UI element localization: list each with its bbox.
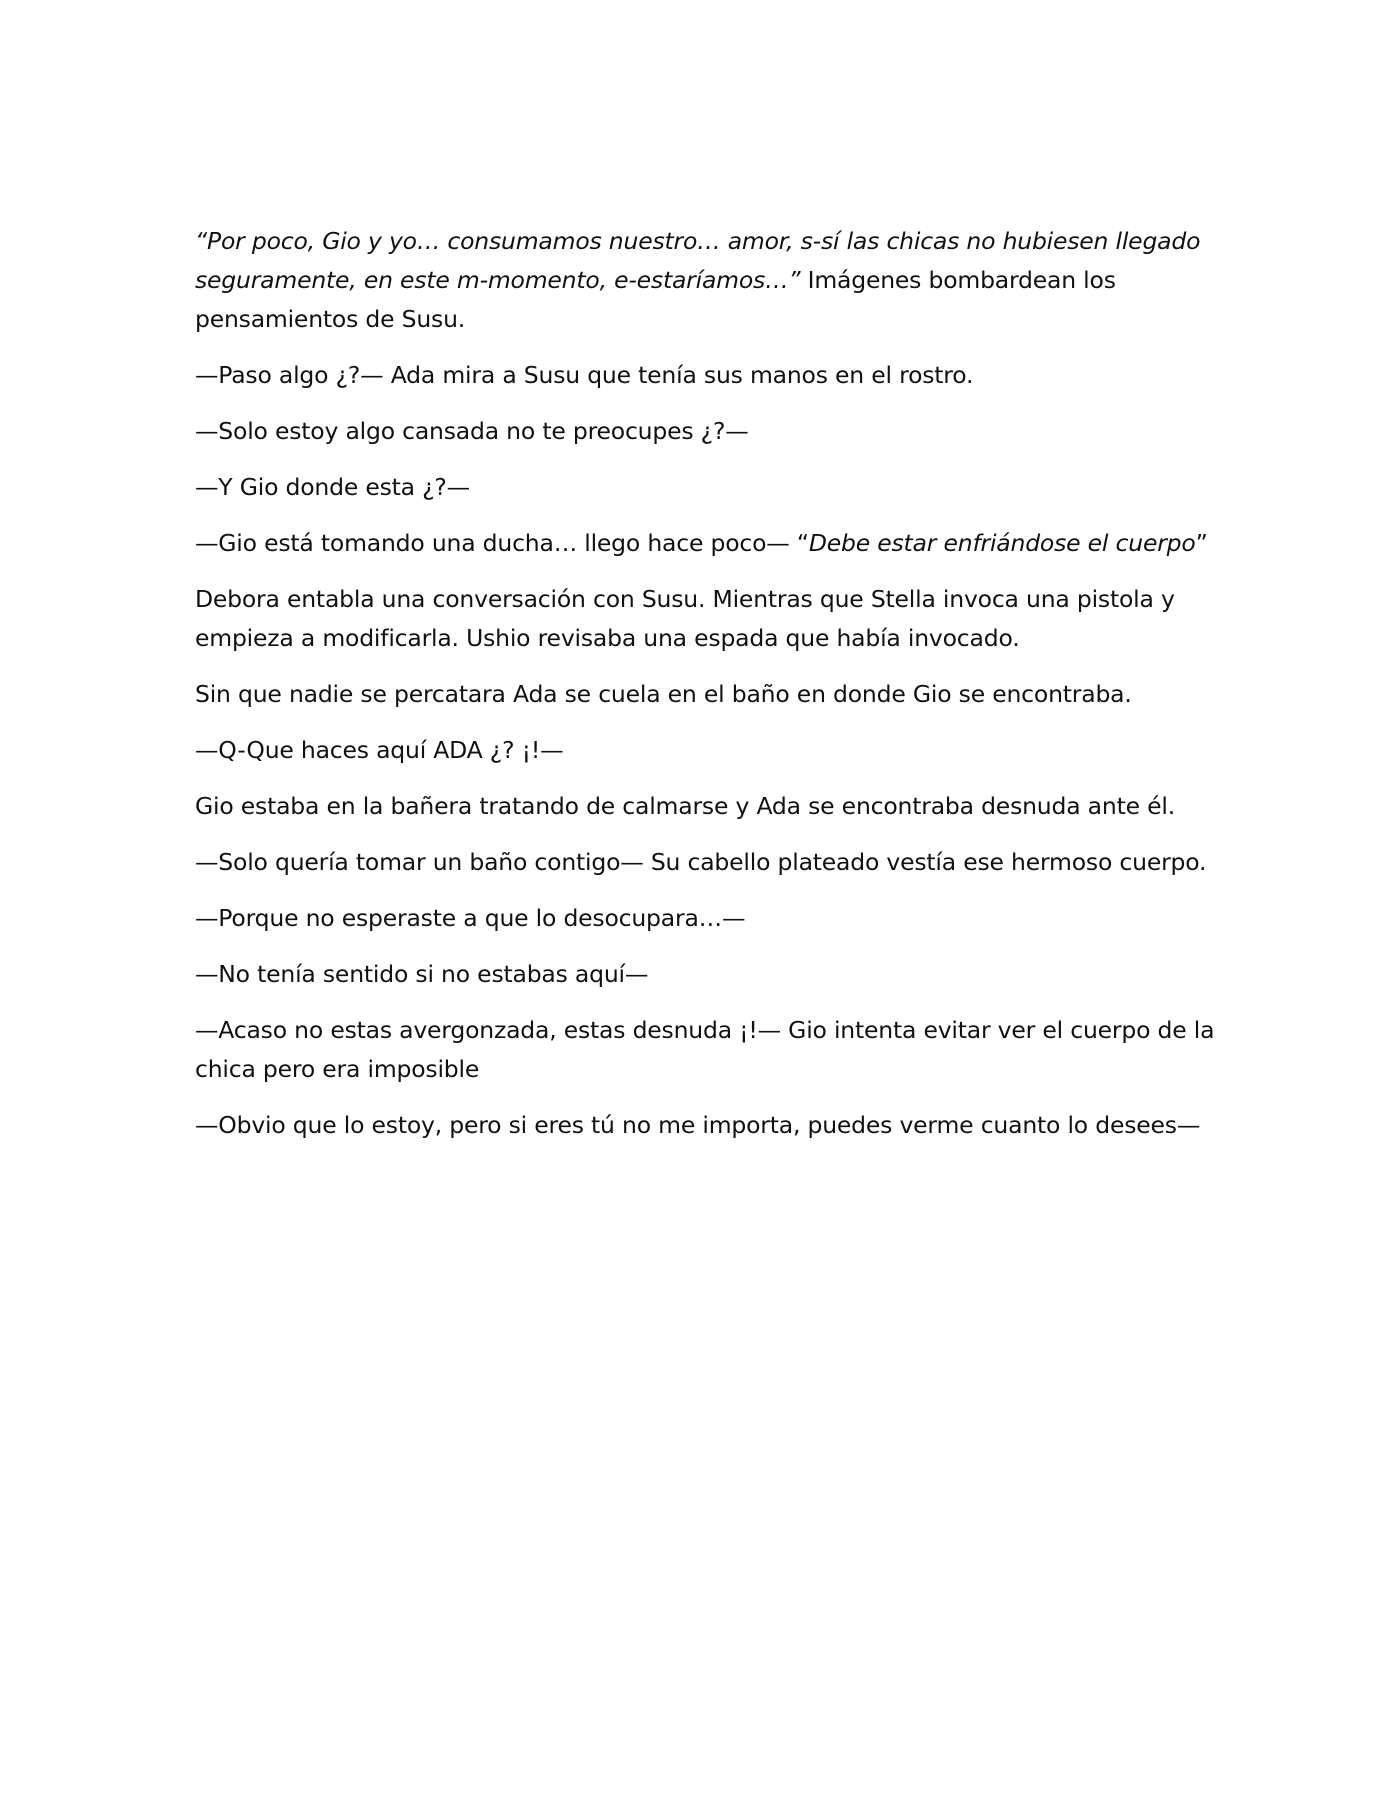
- paragraph-dialogue: —No tenía sentido si no estabas aquí—: [195, 960, 649, 988]
- paragraph-dialogue: —Y Gio donde esta ¿?—: [195, 473, 470, 501]
- inner-thought-italic: “Por poco, Gio y yo… consumamos nuestro… amor, s-sí las chicas no hubiesen llegado seguramente, en este m-momento, e-estaríamos…”: [195, 227, 1201, 294]
- paragraph-narration: Sin que nadie se percatara Ada se cuela en el baño en donde Gio se encontraba.: [195, 680, 1132, 708]
- document-body: [195, 222, 1215, 1162]
- dialogue-text: —Gio está tomando una ducha… llego hace poco— “: [195, 529, 809, 557]
- paragraph-dialogue: —Q-Que haces aquí ADA ¿? ¡!—: [195, 736, 564, 764]
- inner-thought-italic: Debe estar enfriándose el cuerpo: [808, 529, 1196, 557]
- paragraph-dialogue: —Paso algo ¿?— Ada mira a Susu que tenía sus manos en el rostro.: [195, 361, 974, 389]
- paragraph-susu-thoughts: [195, 222, 1215, 339]
- paragraph-dialogue-with-thought: [195, 524, 1215, 563]
- paragraph-narration: Gio estaba en la bañera tratando de calmarse y Ada se encontraba desnuda ante él.: [195, 792, 1175, 820]
- paragraph-narration: Debora entabla una conversación con Susu. Mientras que Stella invoca una pistola y empieza a modificarla. Ushio revisaba una espada que había invocado.: [195, 585, 1175, 652]
- paragraph-dialogue: —Acaso no estas avergonzada, estas desnuda ¡!— Gio intenta evitar ver el cuerpo de la chica pero era imposible: [195, 1016, 1215, 1083]
- paragraph-dialogue: —Solo quería tomar un baño contigo— Su cabello plateado vestía ese hermoso cuerpo.: [195, 848, 1207, 876]
- paragraph-dialogue: —Solo estoy algo cansada no te preocupes ¿?—: [195, 417, 749, 445]
- paragraph-dialogue: —Porque no esperaste a que lo desocupara…—: [195, 904, 746, 932]
- closing-quote: ”: [1195, 529, 1208, 557]
- narration-text: Imágenes bombardean los pensamientos de Susu.: [195, 266, 1116, 333]
- paragraph-dialogue: —Obvio que lo estoy, pero si eres tú no me importa, puedes verme cuanto lo desees—: [195, 1111, 1201, 1139]
